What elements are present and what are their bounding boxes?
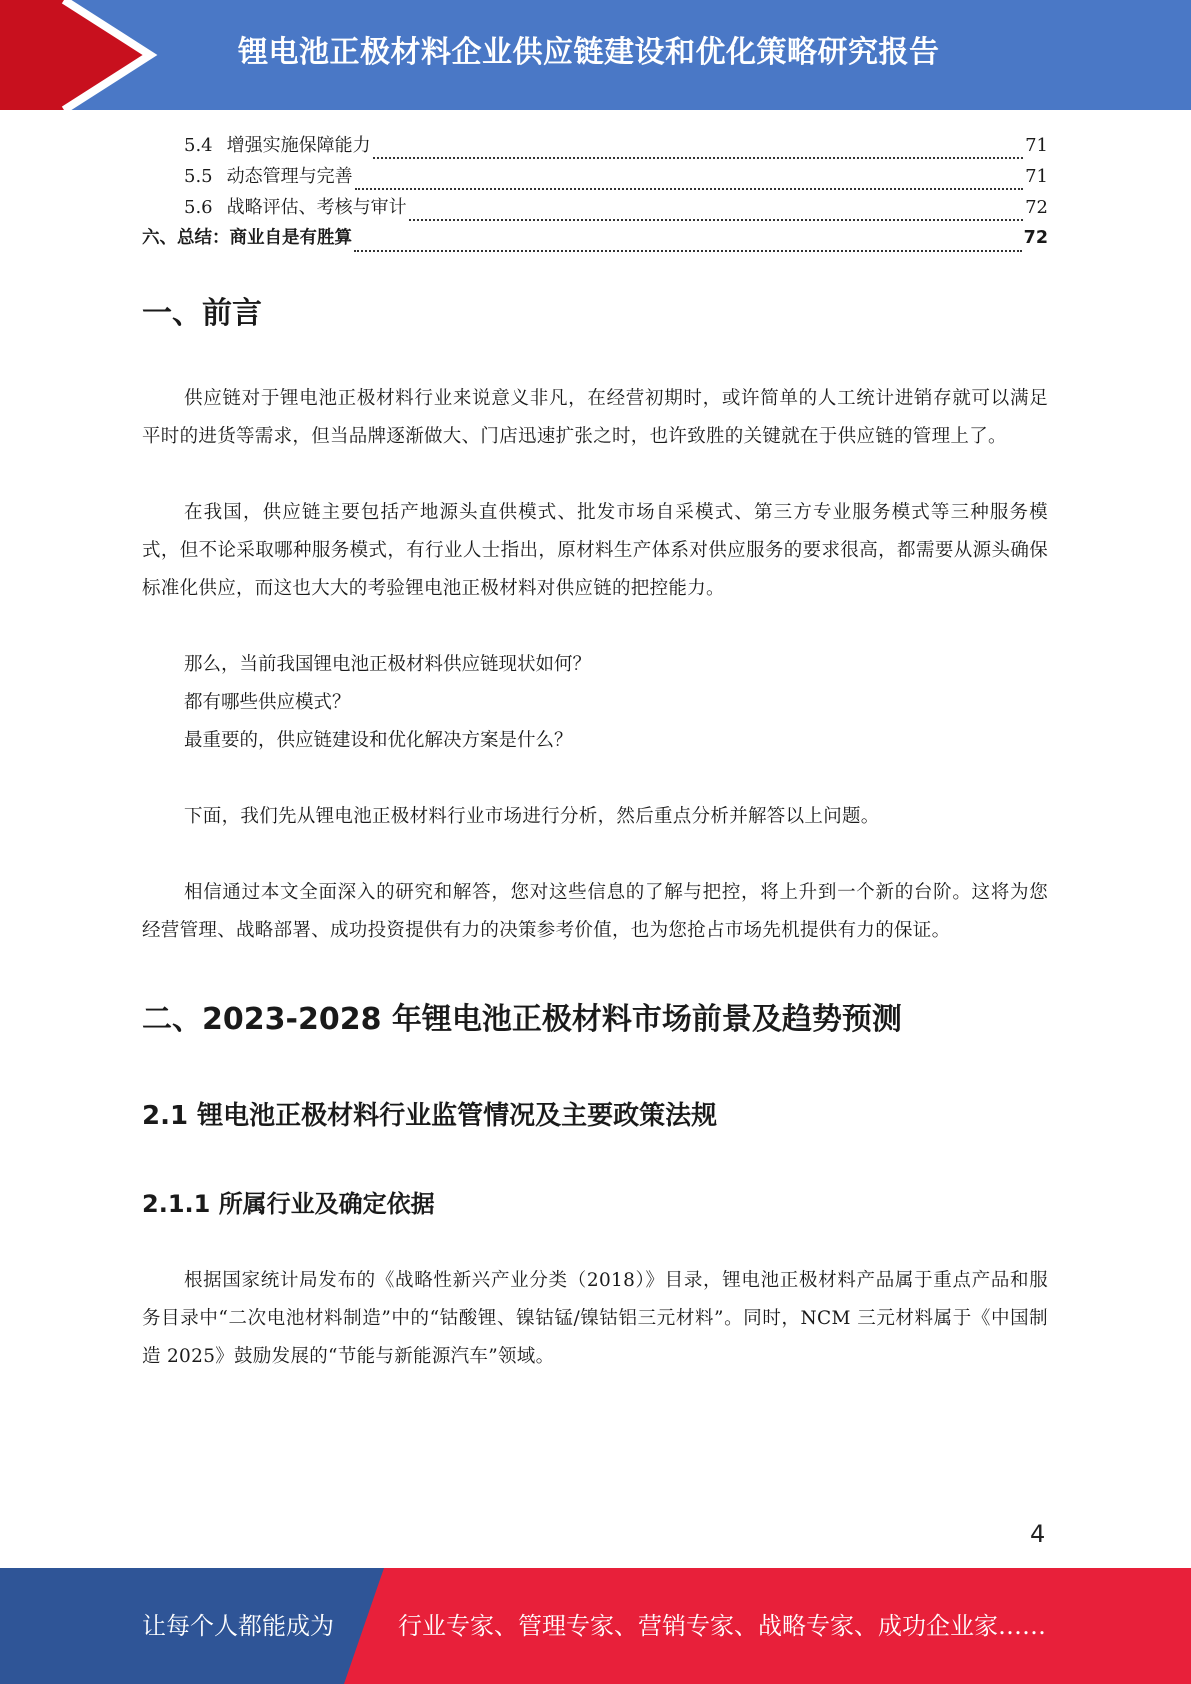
- toc-leader-dots: [409, 207, 1023, 221]
- subsection-heading: 2.1 锂电池正极材料行业监管情况及主要政策法规: [142, 1101, 718, 1131]
- toc-entry-page: 71: [1025, 166, 1048, 187]
- toc-entry-page: 71: [1025, 135, 1048, 156]
- section-heading-preface: 一、前言: [142, 296, 262, 331]
- toc-entry[interactable]: [142, 161, 1048, 192]
- toc-entry-page: 72: [1023, 228, 1048, 248]
- toc-entry-page: 72: [1025, 197, 1048, 218]
- footer-slogan-left: 让每个人都能成为: [142, 1612, 334, 1640]
- toc-entry-label: 增强实施保障能力: [226, 135, 371, 156]
- toc-entry[interactable]: [142, 223, 1048, 254]
- toc-leader-dots: [355, 176, 1023, 190]
- toc-entry-number: 5.4: [184, 135, 213, 156]
- page-footer: [0, 1568, 1191, 1684]
- toc-entry-label: 战略评估、考核与审计: [226, 197, 407, 218]
- paragraph: 根据国家统计局发布的《战略性新兴产业分类（2018）》目录，锂电池正极材料产品属于重点产品和服务目录中“二次电池材料制造”中的“钴酸锂、镍钴锰/镍钴铝三元材料”。同时，NCM 三元材料属于《中国制造 2025》鼓励发展的“节能与新能源汽车”领域。: [142, 1270, 1048, 1367]
- toc-entry-label: 动态管理与完善: [226, 166, 353, 187]
- subsubsection-heading: 2.1.1 所属行业及确定依据: [142, 1190, 435, 1218]
- paragraph: 相信通过本文全面深入的研究和解答，您对这些信息的了解与把控，将上升到一个新的台阶。这将为您经营管理、战略部署、成功投资提供有力的决策参考价值，也为您抢占市场先机提供有力的保证。: [142, 882, 1048, 941]
- question-line: 最重要的，供应链建设和优化解决方案是什么？: [184, 730, 573, 751]
- paragraph: 供应链对于锂电池正极材料行业来说意义非凡，在经营初期时，或许简单的人工统计进销存就可以满足平时的进货等需求，但当品牌逐渐做大、门店迅速扩张之时，也许致胜的关键就在于供应链的管理上了。: [142, 388, 1048, 447]
- page-number: 4: [1030, 1520, 1046, 1548]
- toc-entry[interactable]: [142, 130, 1048, 161]
- toc-leader-dots: [373, 145, 1023, 159]
- paragraph: 下面，我们先从锂电池正极材料行业市场进行分析，然后重点分析并解答以上问题。: [184, 806, 880, 827]
- toc-entry-number: 5.6: [184, 197, 213, 218]
- toc-leader-dots: [354, 238, 1022, 252]
- section-heading-market-outlook: 二、2023-2028 年锂电池正极材料市场前景及趋势预测: [142, 1002, 902, 1037]
- table-of-contents: [142, 130, 1048, 254]
- paragraph: 在我国，供应链主要包括产地源头直供模式、批发市场自采模式、第三方专业服务模式等三种服务模式，但不论采取哪种服务模式，有行业人士指出，原材料生产体系对供应服务的要求很高，都需要从源头确保标准化供应，而这也大大的考验锂电池正极材料对供应链的把控能力。: [142, 502, 1048, 599]
- question-line: 那么，当前我国锂电池正极材料供应链现状如何？: [184, 654, 592, 675]
- toc-entry-label: 六、总结：商业自是有胜算: [142, 228, 352, 248]
- page-header: [0, 0, 1191, 110]
- main-content: [142, 288, 1048, 1376]
- question-line: 都有哪些供应模式？: [184, 692, 351, 713]
- toc-entry-number: 5.5: [184, 166, 213, 187]
- footer-slogan-right: 行业专家、管理专家、营销专家、战略专家、成功企业家……: [398, 1612, 1046, 1640]
- toc-entry[interactable]: [142, 192, 1048, 223]
- report-title: 锂电池正极材料企业供应链建设和优化策略研究报告: [238, 35, 940, 70]
